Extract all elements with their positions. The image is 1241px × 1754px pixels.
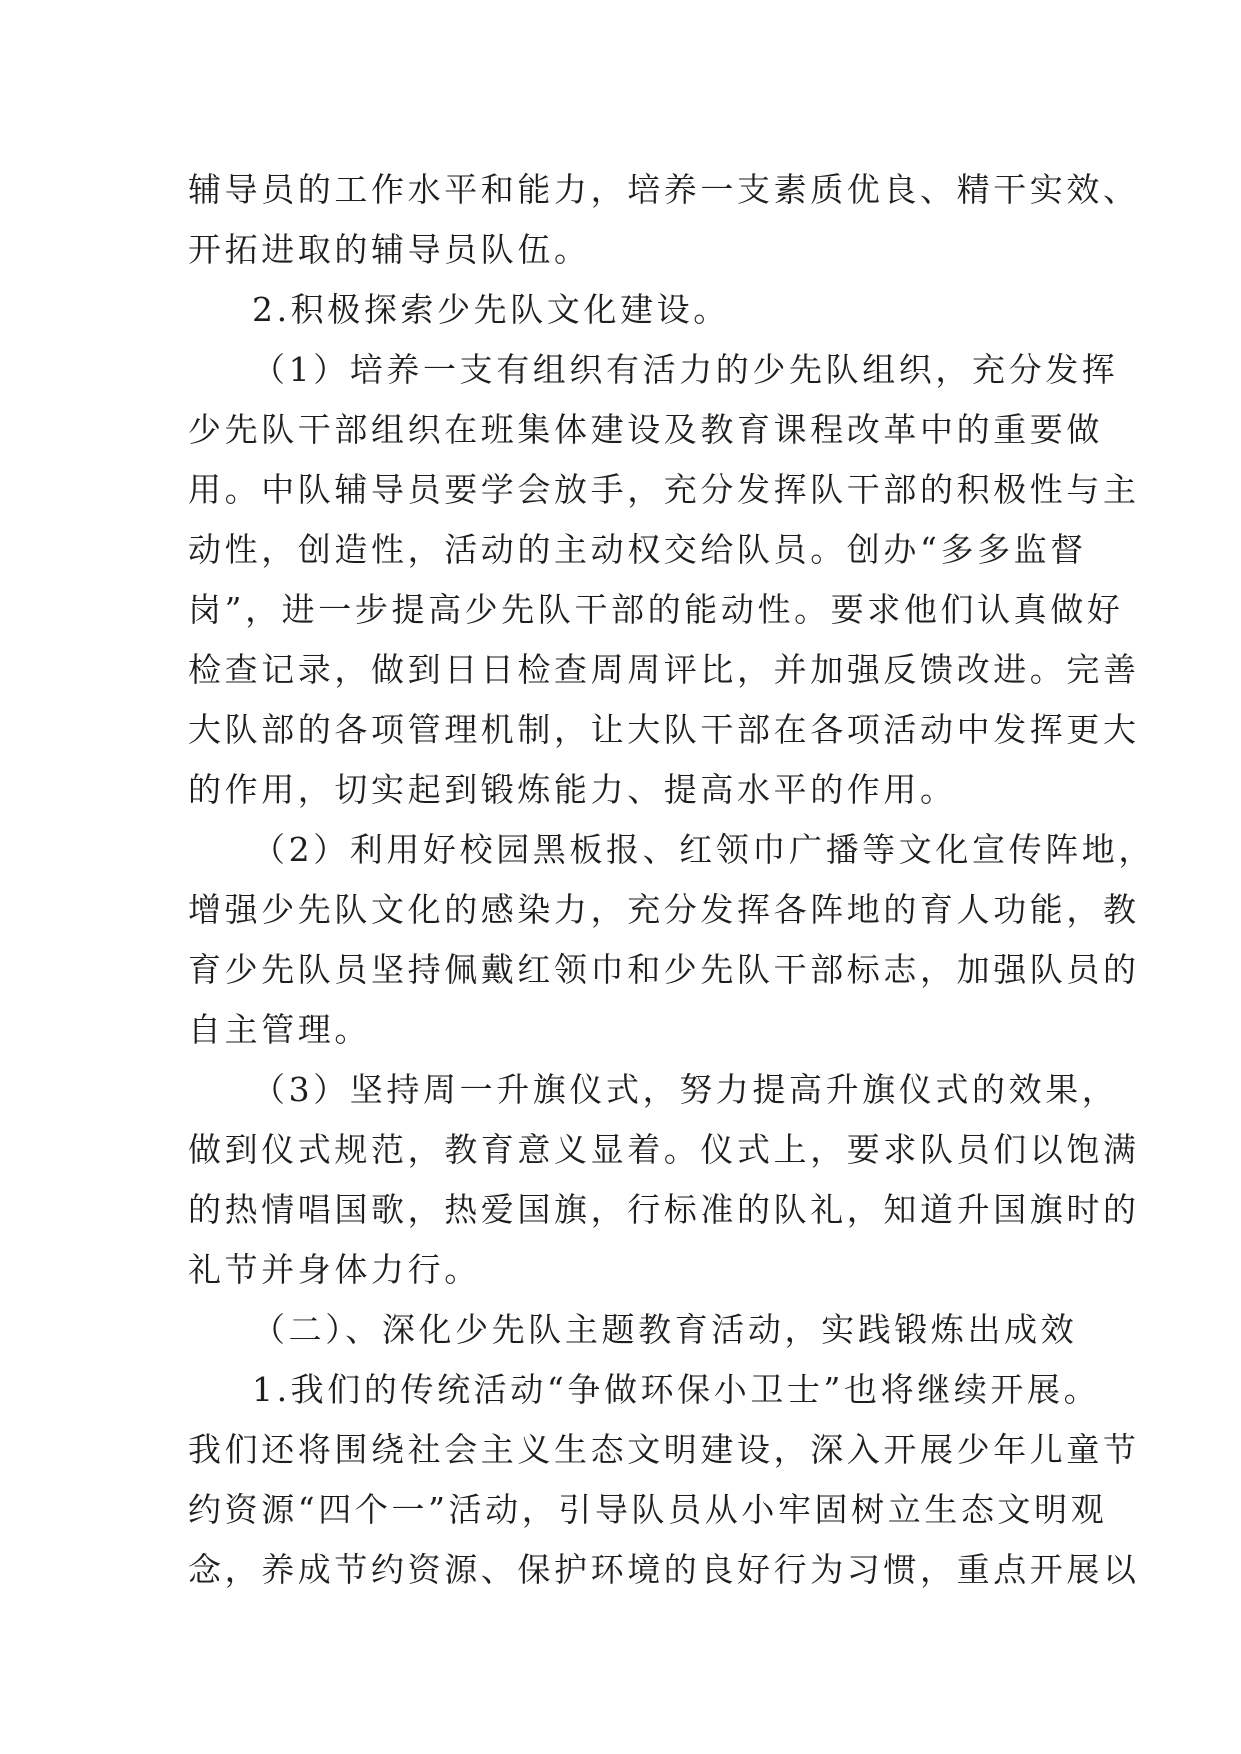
text-line: 的热情唱国歌，热爱国旗，行标准的队礼，知道升国旗时的 (188, 1190, 1140, 1229)
text-line: 用。中队辅导员要学会放手，充分发挥队干部的积极性与主 (188, 470, 1140, 509)
text-line: 念，养成节约资源、保护环境的良好行为习惯，重点开展以 (188, 1550, 1140, 1589)
text-line: 辅导员的工作水平和能力，培养一支素质优良、精干实效、 (188, 170, 1140, 209)
text-line: 我们还将围绕社会主义生态文明建设，深入开展少年儿童节 (188, 1430, 1140, 1469)
text-line: 大队部的各项管理机制，让大队干部在各项活动中发挥更大 (188, 710, 1140, 749)
section-heading: （二）、深化少先队主题教育活动，实践锻炼出成效 (252, 1310, 1078, 1349)
paragraph-start: （2）利用好校园黑板报、红领巾广播等文化宣传阵地， (252, 830, 1155, 869)
paragraph-start: （3）坚持周一升旗仪式，努力提高升旗仪式的效果， (252, 1070, 1119, 1109)
text-line: 约资源“四个一”活动，引导队员从小牢固树立生态文明观 (188, 1490, 1108, 1529)
text-line: 岗”，进一步提高少先队干部的能动性。要求他们认真做好 (188, 590, 1124, 629)
text-line: 育少先队员坚持佩戴红领巾和少先队干部标志，加强队员的 (188, 950, 1140, 989)
paragraph-start: 1.我们的传统活动“争做环保小卫士”也将继续开展。 (252, 1370, 1101, 1409)
paragraph-start: （1）培养一支有组织有活力的少先队组织，充分发挥 (252, 350, 1119, 389)
text-line: 检查记录，做到日日检查周周评比，并加强反馈改进。完善 (188, 650, 1140, 689)
text-line: 开拓进取的辅导员队伍。 (188, 230, 591, 269)
text-line: 自主管理。 (188, 1010, 371, 1049)
text-line: 动性，创造性，活动的主动权交给队员。创办“多多监督 (188, 530, 1087, 569)
text-line: 的作用，切实起到锻炼能力、提高水平的作用。 (188, 770, 957, 809)
text-line: 增强少先队文化的感染力，充分发挥各阵地的育人功能，教 (188, 890, 1140, 929)
section-heading: 2.积极探索少先队文化建设。 (252, 290, 730, 329)
text-line: 做到仪式规范，教育意义显着。仪式上，要求队员们以饱满 (188, 1130, 1140, 1169)
text-line: 少先队干部组织在班集体建设及教育课程改革中的重要做 (188, 410, 1103, 449)
text-line: 礼节并身体力行。 (188, 1250, 481, 1289)
